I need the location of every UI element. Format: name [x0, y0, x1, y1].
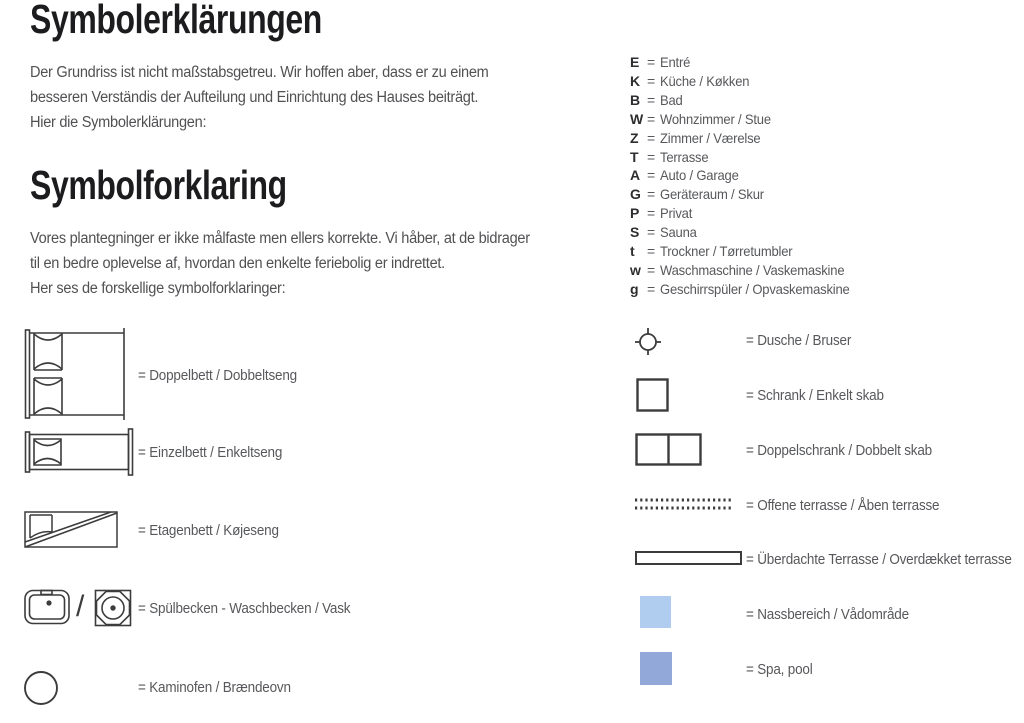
double-cabinet-icon	[635, 433, 702, 466]
intro-de-line-3: Hier die Symbolerklärungen:	[30, 114, 207, 131]
equals-sign: =	[647, 54, 656, 70]
bunk-bed-label: = Etagenbett / Køjeseng	[138, 523, 279, 539]
sink-label: = Spülbecken - Waschbecken / Vask	[138, 601, 351, 617]
wood-stove-label: = Kaminofen / Brændeovn	[138, 680, 291, 696]
shower-icon	[633, 325, 663, 357]
equals-sign: =	[647, 186, 656, 203]
legend-label: Entré	[660, 54, 691, 70]
intro-de-line-1: Der Grundriss ist nicht maßstabsgetreu. Wir hoffen aber, dass er zu einem	[30, 64, 489, 81]
legend-letter: K	[630, 72, 640, 89]
equals-sign: =	[647, 129, 656, 146]
legend-letter: P	[630, 205, 640, 222]
sink-icon	[24, 588, 71, 626]
double-bed-icon	[24, 327, 129, 421]
equals-sign: =	[647, 205, 656, 222]
legend-letter: A	[630, 167, 640, 184]
equals-sign: =	[647, 261, 656, 278]
legend-label: Bad	[660, 91, 683, 108]
equals-sign: =	[647, 243, 656, 259]
intro-paragraph-german	[30, 60, 518, 135]
legend-label: Trockner / Tørretumbler	[660, 243, 793, 259]
legend-letter: G	[630, 186, 641, 203]
spa-pool-label: = Spa, pool	[746, 662, 813, 678]
covered-terrace-icon	[635, 551, 742, 565]
equals-sign: =	[647, 167, 656, 184]
intro-paragraph-danish	[30, 226, 562, 301]
wood-stove-icon	[23, 670, 59, 706]
legend-label: Auto / Garage	[660, 167, 739, 184]
equals-sign: =	[647, 148, 656, 165]
page-title-german: Symbolerklärungen	[30, 0, 322, 42]
legend-letter: T	[630, 148, 639, 165]
single-cabinet-label: = Schrank / Enkelt skab	[746, 388, 884, 404]
wet-area-label: = Nassbereich / Vådområde	[746, 607, 909, 623]
bunk-bed-icon	[24, 511, 119, 549]
open-terrace-icon	[635, 496, 733, 512]
washbasin-icon	[94, 589, 132, 627]
legend-label: Waschmaschine / Vaskemaskine	[660, 261, 845, 278]
legend-label: Geschirrspüler / Opvaskemaskine	[660, 280, 850, 297]
legend-letter: w	[630, 261, 641, 278]
intro-da-line-3: Her ses de forskellige symbolforklaringer:	[30, 280, 286, 297]
equals-sign: =	[647, 110, 656, 127]
legend-letter: E	[630, 54, 640, 70]
wet-area-swatch	[640, 596, 671, 628]
legend-letter: Z	[630, 129, 639, 146]
equals-sign: =	[647, 72, 656, 89]
legend-label: Terrasse	[660, 148, 709, 165]
page-title-danish: Symbolforklaring	[30, 162, 287, 208]
legend-label: Wohnzimmer / Stue	[660, 110, 771, 127]
shower-label: = Dusche / Bruser	[746, 333, 852, 349]
legend-label: Privat	[660, 205, 693, 222]
legend-letter: B	[630, 91, 640, 108]
legend-letter: W	[630, 110, 644, 127]
intro-da-line-2: til en bedre oplevelse af, hvordan den enkelte feriebolig er indrettet.	[30, 255, 445, 272]
single-bed-label: = Einzelbett / Enkeltseng	[138, 445, 283, 461]
double-bed-label: = Doppelbett / Dobbeltseng	[138, 368, 297, 384]
equals-sign: =	[647, 91, 656, 108]
legend-letter: S	[630, 224, 640, 241]
legend-label: Geräteraum / Skur	[660, 186, 764, 203]
legend-letter: t	[630, 243, 635, 259]
open-terrace-label: = Offene terrasse / Åben terrasse	[746, 498, 940, 514]
double-cabinet-label: = Doppelschrank / Dobbelt skab	[746, 443, 932, 459]
spa-pool-swatch	[640, 652, 672, 685]
covered-terrace-label: = Überdachte Terrasse / Overdækket terrasse	[746, 552, 1012, 568]
legend-letter: g	[630, 280, 639, 297]
intro-da-line-1: Vores plantegninger er ikke målfaste men ellers korrekte. Vi håber, at de bidrager	[30, 230, 530, 247]
legend-label: Zimmer / Værelse	[660, 129, 761, 146]
legend-label: Sauna	[660, 224, 697, 241]
room-letter-legend	[630, 54, 1024, 304]
single-cabinet-icon	[636, 378, 669, 412]
equals-sign: =	[647, 224, 656, 241]
single-bed-icon	[24, 428, 134, 476]
slash-separator: /	[76, 590, 85, 623]
equals-sign: =	[647, 280, 656, 297]
intro-de-line-2: besseren Verständis der Aufteilung und Einrichtung des Hauses beiträgt.	[30, 89, 479, 106]
legend-label: Küche / Køkken	[660, 72, 750, 89]
